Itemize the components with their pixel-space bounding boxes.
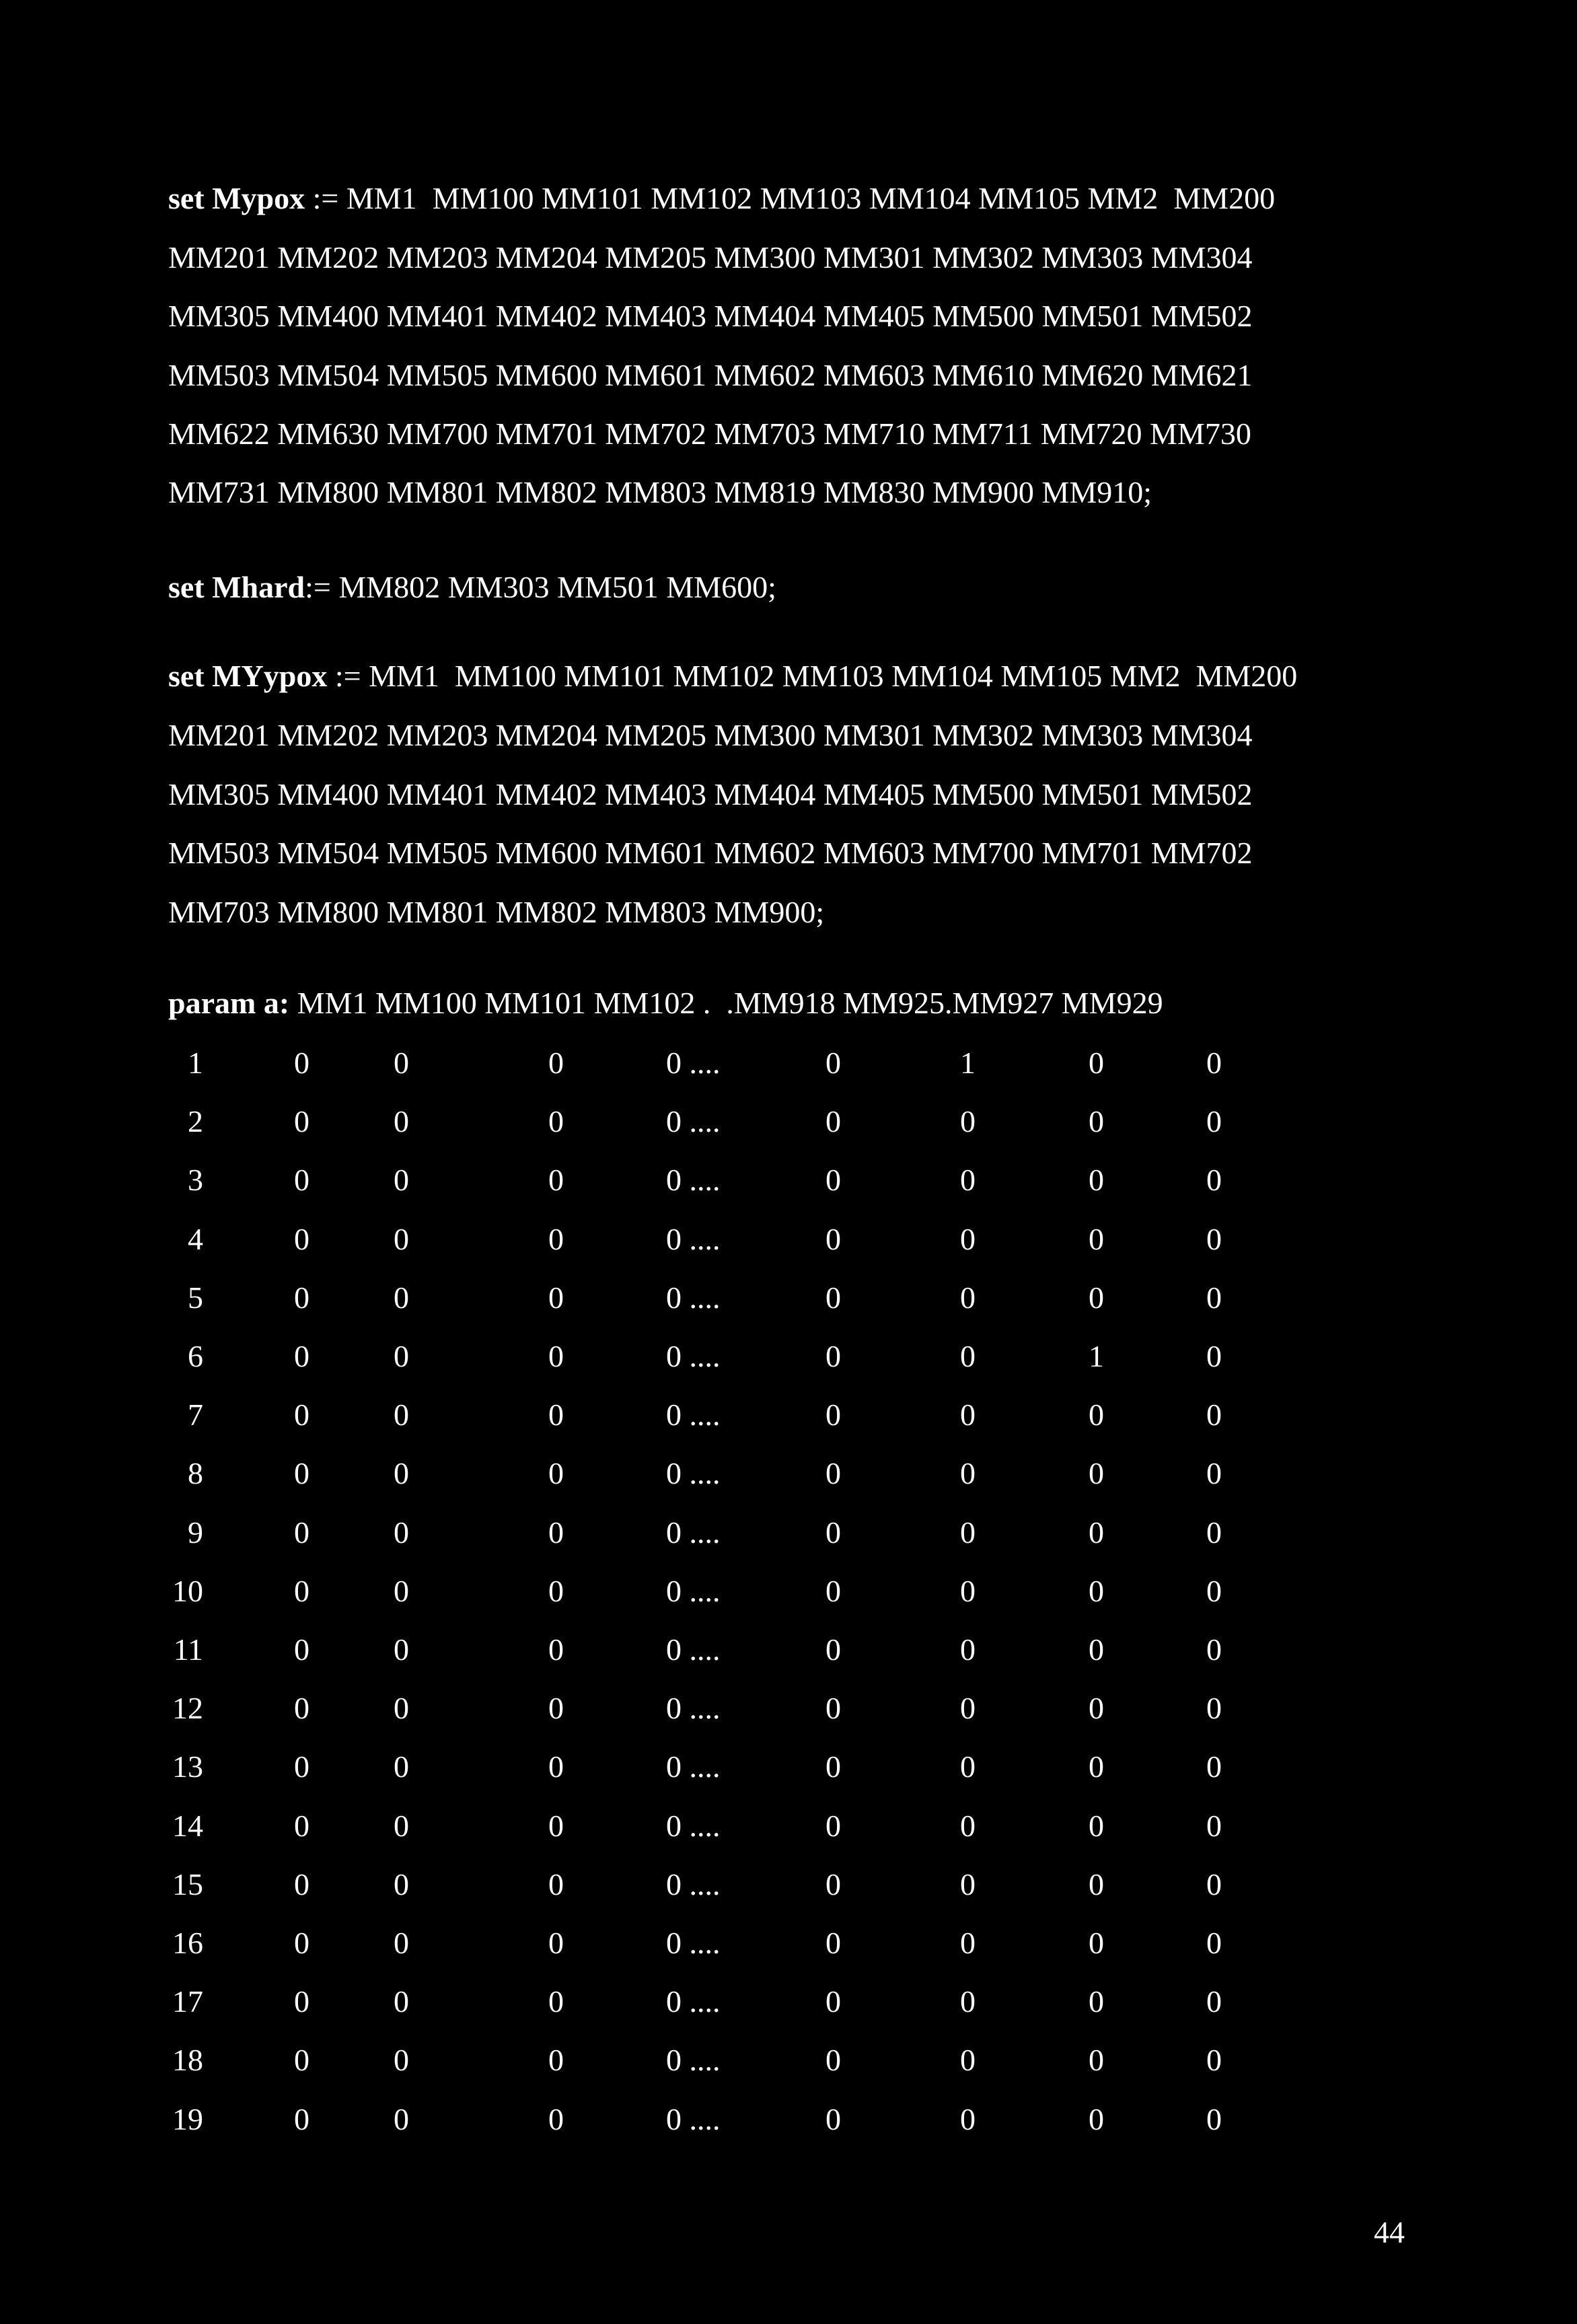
table-cell: 0 [1206, 1866, 1222, 1901]
table-row [0, 1221, 1577, 1264]
myypox-values: := MM1 MM100 MM101 MM102 MM103 MM104 MM105 MM2 MM200 [327, 659, 1298, 693]
table-cell: 0 [960, 1163, 976, 1198]
table-cell: 0 .... [666, 1046, 721, 1080]
mypox-keyword: set Mypox [168, 181, 305, 215]
table-cell: 0 [394, 2043, 409, 2078]
table-cell: 0 [548, 1046, 564, 1080]
table-cell: 0 [1206, 1221, 1222, 1256]
param-a-columns: MM1 MM100 MM101 MM102 . .MM918 MM925.MM927 MM929 [289, 986, 1163, 1020]
table-cell: 0 [548, 1339, 564, 1373]
table-cell: 0 .... [666, 1221, 721, 1256]
table-cell: 0 [960, 1573, 976, 1608]
table-cell: 0 [826, 1808, 841, 1843]
table-cell: 0 [1089, 1046, 1104, 1080]
table-cell: 0 [548, 1104, 564, 1139]
table-cell: 0 [960, 1926, 976, 1960]
table-cell: 0 [394, 1515, 409, 1550]
table-cell: 0 [826, 2043, 841, 2078]
mypox-line-1 [168, 183, 1275, 214]
table-cell: 0 [1089, 1163, 1104, 1198]
table-cell: 0 [1206, 1926, 1222, 1960]
table-cell: 0 [960, 2101, 976, 2136]
table-cell: 0 [548, 1691, 564, 1726]
myypox-line-1 [168, 661, 1297, 692]
table-cell: 0 .... [666, 1456, 721, 1491]
table-cell: 0 [548, 2043, 564, 2078]
table-cell: 0 [960, 1984, 976, 2019]
table-cell: 0 [960, 1808, 976, 1843]
table-cell: 0 [826, 1691, 841, 1726]
table-cell: 0 [826, 1280, 841, 1315]
table-cell: 0 [1089, 1926, 1104, 1960]
table-cell: 0 [394, 1691, 409, 1726]
row-index: 19 [172, 2101, 203, 2136]
table-cell: 0 [826, 1456, 841, 1491]
table-cell: 0 [826, 1632, 841, 1667]
table-cell: 0 [960, 1515, 976, 1550]
row-index: 12 [172, 1691, 203, 1726]
table-row [0, 1928, 1577, 1968]
table-cell: 0 [1206, 1339, 1222, 1373]
table-cell: 0 [1089, 1866, 1104, 1901]
table-cell: 0 [1089, 1221, 1104, 1256]
table-cell: 0 [826, 1749, 841, 1784]
table-cell: 0 .... [666, 1808, 721, 1843]
table-cell: 0 [1089, 1456, 1104, 1491]
table-cell: 0 [294, 1866, 309, 1901]
table-cell: 0 [294, 1397, 309, 1432]
row-index: 6 [188, 1339, 203, 1373]
row-index: 4 [188, 1221, 203, 1256]
myypox-line-3: MM305 MM400 MM401 MM402 MM403 MM404 MM405 MM500 MM501 MM502 [168, 777, 1253, 811]
table-cell: 0 [960, 1749, 976, 1784]
table-cell: 0 [1206, 1984, 1222, 2019]
table-cell: 0 [548, 1280, 564, 1315]
table-cell: 0 [294, 1691, 309, 1726]
table-cell: 0 [1206, 1280, 1222, 1315]
table-row [0, 1282, 1577, 1323]
table-cell: 0 [294, 1926, 309, 1960]
table-cell: 0 [1089, 1515, 1104, 1550]
table-cell: 0 [1089, 1104, 1104, 1139]
table-cell: 0 [548, 1632, 564, 1667]
table-cell: 0 [1206, 1046, 1222, 1080]
table-cell: 0 .... [666, 2043, 721, 2078]
table-cell: 0 [826, 1104, 841, 1139]
table-cell: 0 [394, 1632, 409, 1667]
table-cell: 0 [960, 2043, 976, 2078]
table-cell: 0 [548, 1221, 564, 1256]
table-cell: 0 [1089, 1808, 1104, 1843]
table-cell: 0 [960, 1280, 976, 1315]
table-cell: 0 [394, 1339, 409, 1373]
myypox-line-5: MM703 MM800 MM801 MM802 MM803 MM900; [168, 895, 825, 929]
table-cell: 0 [826, 1046, 841, 1080]
row-index: 7 [188, 1397, 203, 1432]
row-index: 14 [172, 1808, 203, 1843]
table-cell: 0 [548, 1573, 564, 1608]
table-cell: 0 [394, 1456, 409, 1491]
mypox-values: := MM1 MM100 MM101 MM102 MM103 MM104 MM105 MM2 MM200 [305, 181, 1276, 215]
table-cell: 0 [1206, 1749, 1222, 1784]
row-index: 11 [173, 1632, 203, 1667]
table-row [0, 2045, 1577, 2085]
table-cell: 0 [826, 1866, 841, 1901]
table-cell: 0 [960, 1221, 976, 1256]
table-row [0, 1986, 1577, 2027]
table-cell: 0 [960, 1397, 976, 1432]
table-cell: 0 [1206, 1104, 1222, 1139]
table-cell: 0 [394, 1280, 409, 1315]
row-index: 3 [188, 1163, 203, 1198]
table-cell: 0 [394, 1984, 409, 2019]
row-index: 16 [172, 1926, 203, 1960]
table-cell: 0 .... [666, 1280, 721, 1315]
table-cell: 0 .... [666, 1339, 721, 1373]
table-cell: 0 [826, 2101, 841, 2136]
row-index: 8 [188, 1456, 203, 1491]
table-cell: 0 [1089, 1691, 1104, 1726]
table-cell: 0 [548, 1808, 564, 1843]
table-cell: 0 [394, 1104, 409, 1139]
table-cell: 0 [394, 1163, 409, 1198]
table-cell: 0 [294, 1515, 309, 1550]
table-cell: 0 [1206, 1808, 1222, 1843]
table-cell: 0 [394, 1573, 409, 1608]
table-row [0, 1751, 1577, 1792]
table-row [0, 1341, 1577, 1381]
table-cell: 0 .... [666, 2101, 721, 2136]
myypox-keyword: set MYypox [168, 659, 328, 693]
table-row [0, 1517, 1577, 1558]
table-cell: 0 [548, 1163, 564, 1198]
table-cell: 0 [960, 1866, 976, 1901]
row-index: 17 [172, 1984, 203, 2019]
table-cell: 0 [394, 1926, 409, 1960]
mhard-line [168, 572, 776, 603]
table-row [0, 1048, 1577, 1088]
table-cell: 0 [1206, 2043, 1222, 2078]
table-row [0, 1634, 1577, 1675]
myypox-line-4: MM503 MM504 MM505 MM600 MM601 MM602 MM603 MM700 MM701 MM702 [168, 836, 1253, 870]
table-cell: 0 .... [666, 1573, 721, 1608]
table-cell: 0 .... [666, 1515, 721, 1550]
row-index: 1 [188, 1046, 203, 1080]
table-cell: 0 .... [666, 1749, 721, 1784]
table-cell: 1 [960, 1046, 976, 1080]
table-cell: 0 [1089, 1749, 1104, 1784]
table-cell: 0 [1206, 1632, 1222, 1667]
table-cell: 0 [294, 1573, 309, 1608]
table-cell: 0 [1206, 1691, 1222, 1726]
table-cell: 0 [394, 1221, 409, 1256]
table-cell: 0 [394, 1046, 409, 1080]
table-cell: 0 [826, 1984, 841, 2019]
table-cell: 0 [826, 1515, 841, 1550]
table-cell: 0 [294, 1104, 309, 1139]
table-row [0, 1808, 1577, 1851]
table-cell: 0 [548, 1926, 564, 1960]
table-row [0, 1106, 1577, 1147]
row-index: 10 [172, 1573, 203, 1608]
table-cell: 0 [548, 1456, 564, 1491]
page-number: 44 [1374, 2215, 1405, 2249]
table-cell: 0 .... [666, 1984, 721, 2019]
table-cell: 0 [1089, 2043, 1104, 2078]
table-cell: 0 [1206, 2101, 1222, 2136]
table-cell: 0 [548, 1984, 564, 2019]
mhard-values: := MM802 MM303 MM501 MM600; [305, 570, 776, 604]
table-cell: 0 [960, 1632, 976, 1667]
table-row [0, 1573, 1577, 1616]
param-a-keyword: param a: [168, 986, 290, 1020]
table-cell: 0 [294, 2043, 309, 2078]
table-cell: 0 [826, 1573, 841, 1608]
table-cell: 0 [960, 1456, 976, 1491]
mypox-line-4: MM503 MM504 MM505 MM600 MM601 MM602 MM603 MM610 MM620 MM621 [168, 358, 1253, 392]
table-cell: 0 .... [666, 1926, 721, 1960]
table-cell: 0 [1206, 1397, 1222, 1432]
table-row [0, 2101, 1577, 2144]
table-cell: 0 [294, 1339, 309, 1373]
table-row [0, 1458, 1577, 1498]
table-cell: 0 [1206, 1456, 1222, 1491]
table-cell: 0 [294, 1749, 309, 1784]
row-index: 5 [188, 1280, 203, 1315]
table-cell: 0 [548, 1749, 564, 1784]
mypox-line-2: MM201 MM202 MM203 MM204 MM205 MM300 MM301 MM302 MM303 MM304 [168, 240, 1253, 275]
table-cell: 0 [294, 1456, 309, 1491]
table-cell: 0 [960, 1691, 976, 1726]
table-cell: 0 [1089, 2101, 1104, 2136]
table-cell: 0 [1089, 1280, 1104, 1315]
table-cell: 0 .... [666, 1104, 721, 1139]
table-cell: 0 [294, 1221, 309, 1256]
table-cell: 0 [294, 1984, 309, 2019]
table-cell: 0 [1206, 1573, 1222, 1608]
table-cell: 0 [960, 1104, 976, 1139]
table-cell: 0 [294, 1163, 309, 1198]
param-a-header [168, 988, 1163, 1019]
mypox-line-3: MM305 MM400 MM401 MM402 MM403 MM404 MM405 MM500 MM501 MM502 [168, 299, 1253, 333]
table-row [0, 1397, 1577, 1440]
table-cell: 0 [294, 1808, 309, 1843]
row-index: 18 [172, 2043, 203, 2078]
row-index: 9 [188, 1515, 203, 1550]
table-row [0, 1866, 1577, 1910]
table-cell: 0 [826, 1221, 841, 1256]
table-cell: 0 .... [666, 1866, 721, 1901]
table-cell: 0 [826, 1339, 841, 1373]
table-cell: 0 .... [666, 1691, 721, 1726]
table-cell: 0 [394, 1866, 409, 1901]
table-cell: 0 [1089, 1573, 1104, 1608]
table-cell: 0 [294, 1046, 309, 1080]
table-cell: 0 [1089, 1984, 1104, 2019]
table-cell: 0 [548, 1866, 564, 1901]
table-row [0, 1693, 1577, 1733]
table-cell: 0 [394, 1749, 409, 1784]
row-index: 15 [172, 1866, 203, 1901]
table-cell: 0 [960, 1339, 976, 1373]
table-cell: 0 [294, 1280, 309, 1315]
table-cell: 0 [1206, 1163, 1222, 1198]
table-cell: 0 .... [666, 1397, 721, 1432]
row-index: 2 [188, 1104, 203, 1139]
table-cell: 0 [294, 1632, 309, 1667]
mypox-line-5: MM622 MM630 MM700 MM701 MM702 MM703 MM710 MM711 MM720 MM730 [168, 416, 1251, 451]
table-cell: 0 [826, 1926, 841, 1960]
table-cell: 0 [394, 1397, 409, 1432]
table-cell: 0 [826, 1397, 841, 1432]
table-row [0, 1165, 1577, 1205]
table-cell: 1 [1089, 1339, 1104, 1373]
table-cell: 0 [1089, 1632, 1104, 1667]
table-cell: 0 [548, 1515, 564, 1550]
table-cell: 0 .... [666, 1163, 721, 1198]
table-cell: 0 [1089, 1397, 1104, 1432]
mypox-line-6: MM731 MM800 MM801 MM802 MM803 MM819 MM830 MM900 MM910; [168, 475, 1152, 509]
table-cell: 0 [394, 1808, 409, 1843]
table-cell: 0 [826, 1163, 841, 1198]
table-cell: 0 [394, 2101, 409, 2136]
table-cell: 0 [548, 2101, 564, 2136]
row-index: 13 [172, 1749, 203, 1784]
myypox-line-2: MM201 MM202 MM203 MM204 MM205 MM300 MM301 MM302 MM303 MM304 [168, 718, 1253, 752]
mhard-keyword: set Mhard [168, 570, 305, 604]
table-cell: 0 [294, 2101, 309, 2136]
table-cell: 0 [1206, 1515, 1222, 1550]
table-cell: 0 [548, 1397, 564, 1432]
table-cell: 0 .... [666, 1632, 721, 1667]
